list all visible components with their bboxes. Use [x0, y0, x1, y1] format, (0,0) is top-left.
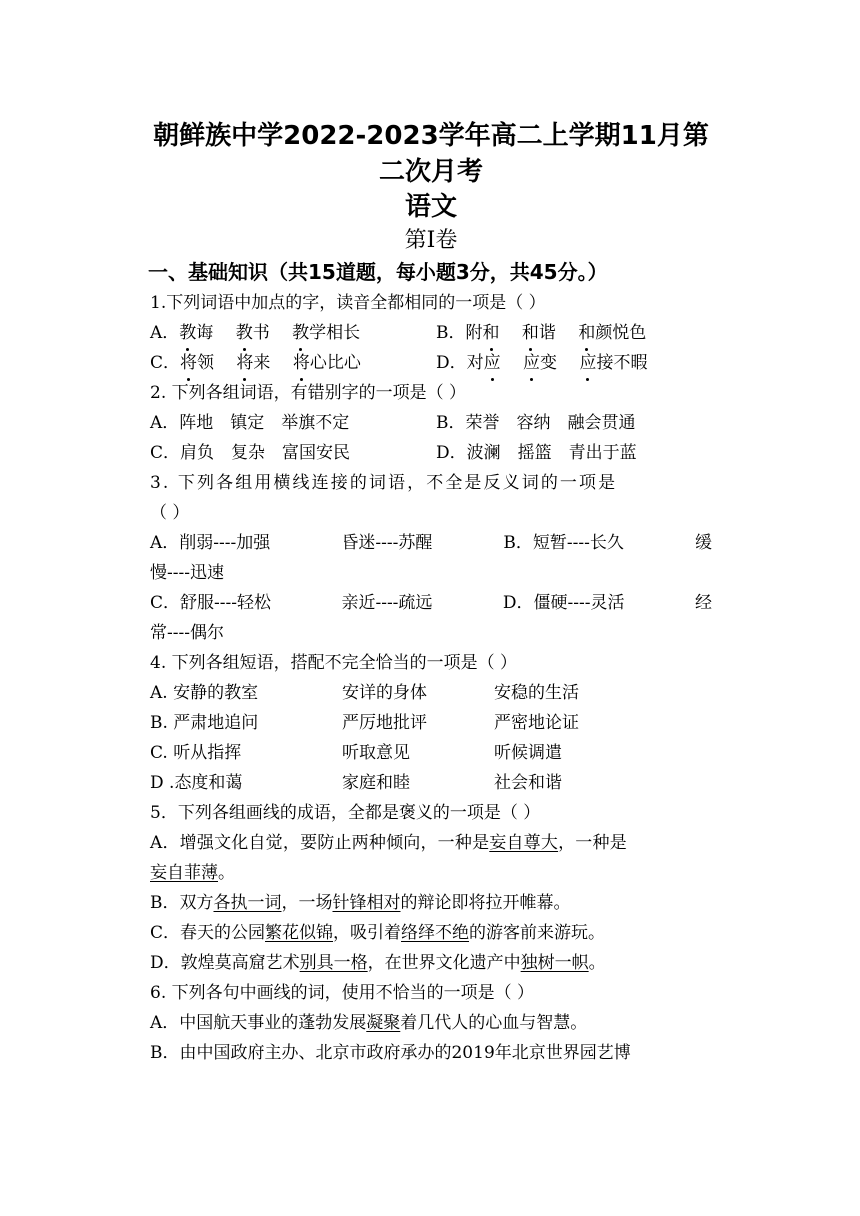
volume-heading: 第Ⅰ卷 — [404, 228, 458, 253]
q4-option-b: B. 严肃地追问 严厉地批评 严密地论证 — [150, 713, 579, 733]
q1-option-c: C．将领 将来 将心比心 — [150, 348, 436, 378]
subject-heading: 语文 — [404, 192, 457, 222]
exam-title — [150, 118, 712, 190]
q3-option-a-part1: A．削弱----加强 — [150, 533, 271, 553]
q6-option-b: B．由中国政府主办、北京市政府承办的2019年北京世界园艺博 — [150, 1043, 631, 1063]
q4-stem: 4. 下列各组短语，搭配不完全恰当的一项是（ ） — [150, 653, 518, 673]
q3-option-c-part1: C．舒服----轻松 — [150, 593, 271, 613]
q3-stem-line1: 3. 下列各组用横线连接的词语，不全是反义词的一项是 — [150, 473, 618, 493]
q2-option-a: A．阵地 镇定 举旗不定 — [150, 413, 350, 433]
q1-options-ab — [150, 318, 712, 348]
q3-options-cd — [150, 588, 712, 618]
q2-option-d: D．波澜 摇篮 青出于蓝 — [436, 443, 637, 463]
q3-option-d-part1: D．僵硬----灵活 — [502, 593, 625, 613]
q6-stem: 6. 下列各句中画线的词，使用不恰当的一项是（ ） — [150, 983, 535, 1003]
q1-option-b: B．附和 和谐 和颜悦色 — [436, 318, 712, 348]
q3-stem-line2: （ ） — [150, 503, 190, 523]
q3-options-cd-wrap: 常----偶尔 — [150, 623, 224, 643]
q6-option-a: A．中国航天事业的蓬勃发展凝聚着几代人的心血与智慧。 — [150, 1013, 588, 1033]
q5-option-b: B．双方各执一词，一场针锋相对的辩论即将拉开帷幕。 — [150, 893, 571, 913]
q3-option-a-part2: 昏迷----苏醒 — [341, 533, 433, 553]
q1-option-a: A．教诲 教书 教学相长 — [150, 318, 436, 348]
exam-title-line2: 二次月考 — [378, 157, 483, 187]
q5-stem: 5．下列各组画线的成语，全都是褒义的一项是（ ） — [150, 803, 541, 823]
q5-option-a: A．增强文化自觉，要防止两种倾向，一种是妄自尊大，一种是 — [150, 833, 627, 853]
section-heading: 一、基础知识（共15道题，每小题3分，共45分。） — [148, 260, 608, 284]
q5-option-c: C．春天的公园繁花似锦，吸引着络绎不绝的游客前来游玩。 — [150, 923, 606, 943]
exam-title-line1: 朝鲜族中学2022-2023学年高二上学期11月第 — [153, 121, 709, 151]
q2-option-b: B．荣誉 容纳 融会贯通 — [436, 413, 636, 433]
q2-options-ab — [150, 408, 712, 438]
q2-option-c: C．肩负 复杂 富国安民 — [150, 443, 351, 463]
q2-options-cd — [150, 438, 712, 468]
exam-page — [150, 118, 712, 1068]
q3-options-ab-wrap: 慢----迅速 — [150, 563, 224, 583]
q2-stem: 2. 下列各组词语，有错别字的一项是（ ） — [150, 383, 467, 403]
q3-option-d-part2-start: 经 — [694, 593, 712, 613]
q4-option-c: C. 听从指挥 听取意见 听候调遣 — [150, 743, 562, 763]
q1-stem: 1.下列词语中加点的字，读音全都相同的一项是（ ） — [150, 293, 546, 313]
q5-option-d: D．敦煌莫高窟艺术别具一格，在世界文化遗产中独树一帜。 — [150, 953, 606, 973]
q1-options-cd — [150, 348, 712, 378]
q4-option-d: D .态度和蔼 家庭和睦 社会和谐 — [150, 773, 562, 793]
q3-options-ab — [150, 528, 712, 558]
q5-option-a-wrap: 妄自菲薄。 — [150, 863, 235, 883]
q4-option-a: A. 安静的教室 安详的身体 安稳的生活 — [150, 683, 579, 703]
q3-option-c-part2: 亲近----疏远 — [341, 593, 433, 613]
q3-option-b-part2-start: 缓 — [694, 533, 712, 553]
q3-option-b-part1: B．短暂----长久 — [503, 533, 624, 553]
q1-option-d: D．对应 应变 应接不暇 — [436, 348, 712, 378]
